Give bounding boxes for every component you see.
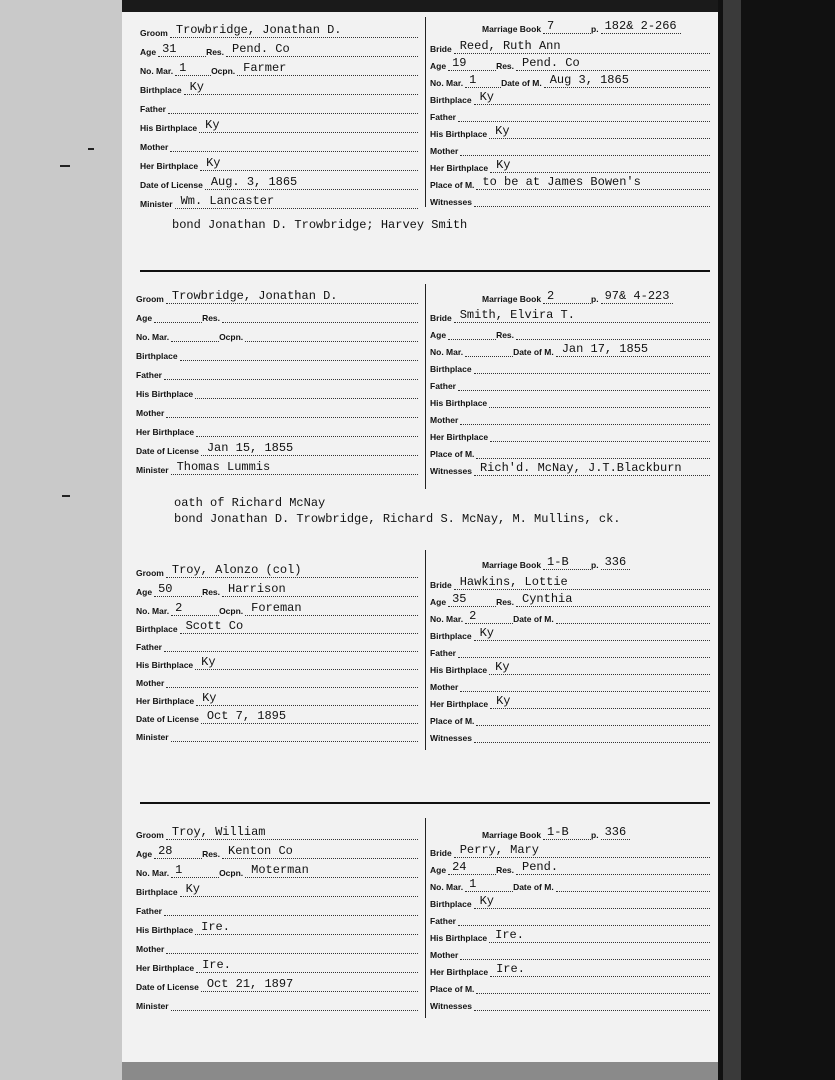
groom-father (164, 366, 418, 380)
groom-occupation (245, 328, 418, 342)
her-birthplace-label: Her Birthplace (136, 696, 195, 706)
her-birthplace-label: Her Birthplace (430, 699, 489, 709)
date-of-license-label: Date of License (140, 180, 203, 190)
mother-label: Mother (430, 950, 459, 960)
bride-age (448, 326, 496, 340)
scan-speck (60, 165, 70, 167)
bride-her-birthplace (490, 428, 710, 442)
bride-name: Reed, Ruth Ann (454, 40, 710, 54)
birthplace-label: Birthplace (136, 624, 178, 634)
birthplace-label: Birthplace (140, 85, 182, 95)
mother-label: Mother (140, 142, 169, 152)
mother-label: Mother (136, 678, 165, 688)
bride-age: 19 (448, 57, 496, 71)
record-separator (140, 270, 710, 272)
witnesses (474, 997, 710, 1011)
her-birthplace-label: Her Birthplace (430, 967, 489, 977)
groom-name: Troy, Alonzo (col) (166, 564, 418, 578)
date-of-license: Oct 21, 1897 (201, 978, 418, 992)
bride-label: Bride (430, 848, 452, 858)
groom-mother (170, 138, 418, 152)
groom-residence: Kenton Co (222, 845, 418, 859)
marriage-book-ref (482, 288, 673, 304)
place-of-m-label: Place of M. (430, 984, 475, 994)
bride-her-birthplace: Ky (490, 695, 710, 709)
groom-birthplace: Ky (184, 81, 418, 95)
bride-his-birthplace: Ire. (489, 929, 710, 943)
mother-label: Mother (430, 146, 459, 156)
page-label: p. (591, 560, 599, 570)
groom-age: 31 (158, 43, 206, 57)
date-of-m-label: Date of M. (501, 78, 542, 88)
no-mar-label: No. Mar. (430, 347, 464, 357)
groom-label: Groom (136, 568, 164, 578)
his-birthplace-label: His Birthplace (136, 925, 194, 935)
column-divider (425, 284, 426, 489)
scan-left-margin (0, 0, 122, 1080)
date-of-license: Jan 15, 1855 (201, 442, 418, 456)
bride-name: Smith, Elvira T. (454, 309, 710, 323)
groom-age: 28 (154, 845, 202, 859)
bride-label: Bride (430, 44, 452, 54)
place-of-m-label: Place of M. (430, 716, 475, 726)
groom-label: Groom (136, 830, 164, 840)
bride-age: 24 (448, 861, 496, 875)
place-of-m-label: Place of M. (430, 180, 475, 190)
marriage-book-number: 7 (543, 20, 591, 34)
no-mar-label: No. Mar. (136, 868, 170, 878)
bride-label: Bride (430, 580, 452, 590)
marriage-book-label: Marriage Book (482, 560, 542, 570)
groom-no-mar: 1 (175, 62, 211, 76)
column-divider (425, 550, 426, 750)
no-mar-label: No. Mar. (136, 606, 170, 616)
age-label: Age (430, 865, 447, 875)
her-birthplace-label: Her Birthplace (136, 427, 195, 437)
bride-birthplace: Ky (474, 895, 710, 909)
her-birthplace-label: Her Birthplace (430, 432, 489, 442)
mother-label: Mother (136, 408, 165, 418)
ocpn-label: Ocpn. (219, 332, 244, 342)
date-of-marriage: Jan 17, 1855 (556, 343, 710, 357)
record-note: oath of Richard McNay (174, 496, 326, 510)
bride-mother (460, 946, 710, 960)
minister-label: Minister (136, 732, 169, 742)
bride-no-mar: 1 (465, 878, 513, 892)
groom-father (164, 638, 418, 652)
bride-name: Perry, Mary (454, 844, 710, 858)
age-label: Age (430, 61, 447, 71)
his-birthplace-label: His Birthplace (430, 398, 488, 408)
no-mar-label: No. Mar. (430, 614, 464, 624)
age-label: Age (136, 849, 153, 859)
scan-right-strip (723, 0, 741, 1080)
marriage-book-page: 336 (601, 556, 631, 570)
groom-his-birthplace: Ky (195, 656, 418, 670)
bride-mother (460, 142, 710, 156)
record-note: bond Jonathan D. Trowbridge, Richard S. McNay, M. Mullins, ck. (174, 512, 621, 526)
groom-her-birthplace: Ky (196, 692, 418, 706)
no-mar-label: No. Mar. (430, 78, 464, 88)
groom-mother (166, 674, 418, 688)
groom-label: Groom (136, 294, 164, 304)
marriage-book-page: 182& 2-266 (601, 20, 681, 34)
bride-label: Bride (430, 313, 452, 323)
minister-label: Minister (140, 199, 173, 209)
scan-speck (88, 148, 94, 150)
marriage-book-ref (482, 18, 681, 34)
witnesses: Rich'd. McNay, J.T.Blackburn (474, 462, 710, 476)
bride-her-birthplace: Ire. (490, 963, 710, 977)
his-birthplace-label: His Birthplace (136, 389, 194, 399)
record-note: bond Jonathan D. Trowbridge; Harvey Smith (172, 218, 468, 232)
no-mar-label: No. Mar. (430, 882, 464, 892)
groom-age (154, 309, 202, 323)
bride-mother (460, 678, 710, 692)
page-label: p. (591, 24, 599, 34)
place-of-marriage (476, 712, 710, 726)
witnesses-label: Witnesses (430, 197, 472, 207)
his-birthplace-label: His Birthplace (136, 660, 194, 670)
birthplace-label: Birthplace (430, 631, 472, 641)
groom-name: Trowbridge, Jonathan D. (166, 290, 418, 304)
bride-no-mar (465, 343, 513, 357)
groom-father (164, 902, 418, 916)
his-birthplace-label: His Birthplace (430, 933, 488, 943)
res-label: Res. (496, 61, 515, 71)
groom-no-mar: 2 (171, 602, 219, 616)
age-label: Age (430, 597, 447, 607)
minister: Wm. Lancaster (175, 195, 418, 209)
bride-his-birthplace: Ky (489, 661, 710, 675)
marriage-book-ref (482, 554, 630, 570)
marriage-book-label: Marriage Book (482, 294, 542, 304)
bride-birthplace: Ky (474, 627, 710, 641)
his-birthplace-label: His Birthplace (140, 123, 198, 133)
res-label: Res. (202, 587, 221, 597)
place-of-marriage: to be at James Bowen's (476, 176, 710, 190)
page-label: p. (591, 294, 599, 304)
date-of-license: Oct 7, 1895 (201, 710, 418, 724)
date-of-m-label: Date of M. (513, 882, 554, 892)
birthplace-label: Birthplace (430, 899, 472, 909)
groom-occupation: Farmer (237, 62, 418, 76)
groom-residence: Pend. Co (226, 43, 418, 57)
groom-occupation: Foreman (245, 602, 418, 616)
mother-label: Mother (136, 944, 165, 954)
groom-residence: Harrison (222, 583, 418, 597)
her-birthplace-label: Her Birthplace (430, 163, 489, 173)
bride-birthplace: Ky (474, 91, 710, 105)
groom-her-birthplace: Ire. (196, 959, 418, 973)
father-label: Father (136, 370, 162, 380)
minister (171, 997, 418, 1011)
groom-age: 50 (154, 583, 202, 597)
place-of-m-label: Place of M. (430, 449, 475, 459)
scan-right-edge (718, 0, 835, 1080)
her-birthplace-label: Her Birthplace (140, 161, 199, 171)
bride-his-birthplace (489, 394, 710, 408)
bride-mother (460, 411, 710, 425)
groom-birthplace: Scott Co (180, 620, 418, 634)
date-of-license-label: Date of License (136, 714, 199, 724)
bride-father (458, 644, 710, 658)
scan-bottom-edge (122, 1062, 718, 1080)
groom-birthplace (180, 347, 418, 361)
column-divider (425, 17, 426, 207)
witnesses-label: Witnesses (430, 1001, 472, 1011)
date-of-marriage (556, 878, 710, 892)
groom-no-mar (171, 328, 219, 342)
witnesses (474, 729, 710, 743)
bride-father (458, 108, 710, 122)
ocpn-label: Ocpn. (219, 606, 244, 616)
birthplace-label: Birthplace (430, 95, 472, 105)
res-label: Res. (202, 313, 221, 323)
marriage-book-ref (482, 824, 630, 840)
date-of-license: Aug. 3, 1865 (205, 176, 418, 190)
witnesses-label: Witnesses (430, 466, 472, 476)
bride-residence: Pend. Co (516, 57, 710, 71)
his-birthplace-label: His Birthplace (430, 665, 488, 675)
groom-her-birthplace: Ky (200, 157, 418, 171)
minister-label: Minister (136, 1001, 169, 1011)
father-label: Father (430, 381, 456, 391)
groom-father (168, 100, 418, 114)
witnesses-label: Witnesses (430, 733, 472, 743)
bride-her-birthplace: Ky (490, 159, 710, 173)
bride-birthplace (474, 360, 710, 374)
bride-his-birthplace: Ky (489, 125, 710, 139)
witnesses (474, 193, 710, 207)
groom-occupation: Moterman (245, 864, 418, 878)
marriage-record-card-page (122, 12, 718, 1062)
column-divider (425, 818, 426, 1018)
date-of-m-label: Date of M. (513, 347, 554, 357)
bride-father (458, 377, 710, 391)
no-mar-label: No. Mar. (140, 66, 174, 76)
date-of-license-label: Date of License (136, 446, 199, 456)
groom-her-birthplace (196, 423, 418, 437)
birthplace-label: Birthplace (430, 364, 472, 374)
groom-name: Troy, William (166, 826, 418, 840)
ocpn-label: Ocpn. (219, 868, 244, 878)
date-of-m-label: Date of M. (513, 614, 554, 624)
minister-label: Minister (136, 465, 169, 475)
place-of-marriage (476, 445, 710, 459)
res-label: Res. (206, 47, 225, 57)
res-label: Res. (496, 330, 515, 340)
father-label: Father (430, 648, 456, 658)
ocpn-label: Ocpn. (211, 66, 236, 76)
place-of-marriage (476, 980, 710, 994)
father-label: Father (430, 916, 456, 926)
groom-mother (166, 404, 418, 418)
marriage-book-label: Marriage Book (482, 830, 542, 840)
bride-no-mar: 2 (465, 610, 513, 624)
bride-name: Hawkins, Lottie (454, 576, 710, 590)
age-label: Age (140, 47, 157, 57)
bride-no-mar: 1 (465, 74, 501, 88)
groom-label: Groom (140, 28, 168, 38)
marriage-book-number: 1-B (543, 556, 591, 570)
marriage-book-number: 2 (543, 290, 591, 304)
father-label: Father (140, 104, 166, 114)
birthplace-label: Birthplace (136, 351, 178, 361)
groom-no-mar: 1 (171, 864, 219, 878)
father-label: Father (136, 906, 162, 916)
page-label: p. (591, 830, 599, 840)
groom-his-birthplace (195, 385, 418, 399)
marriage-book-page: 97& 4-223 (601, 290, 674, 304)
her-birthplace-label: Her Birthplace (136, 963, 195, 973)
groom-mother (166, 940, 418, 954)
groom-his-birthplace: Ky (199, 119, 418, 133)
age-label: Age (430, 330, 447, 340)
bride-residence: Cynthia (516, 593, 710, 607)
scan-speck (62, 495, 70, 497)
marriage-record-3 (122, 550, 718, 760)
groom-his-birthplace: Ire. (195, 921, 418, 935)
marriage-book-number: 1-B (543, 826, 591, 840)
mother-label: Mother (430, 682, 459, 692)
res-label: Res. (496, 865, 515, 875)
groom-residence (222, 309, 418, 323)
bride-age: 35 (448, 593, 496, 607)
date-of-marriage (556, 610, 710, 624)
mother-label: Mother (430, 415, 459, 425)
his-birthplace-label: His Birthplace (430, 129, 488, 139)
marriage-book-page: 336 (601, 826, 631, 840)
marriage-record-1 (122, 12, 718, 267)
birthplace-label: Birthplace (136, 887, 178, 897)
marriage-record-2 (122, 274, 718, 539)
bride-father (458, 912, 710, 926)
bride-residence (516, 326, 710, 340)
marriage-record-4 (122, 806, 718, 1056)
minister: Thomas Lummis (171, 461, 418, 475)
marriage-book-label: Marriage Book (482, 24, 542, 34)
groom-name: Trowbridge, Jonathan D. (170, 24, 418, 38)
minister (171, 728, 418, 742)
res-label: Res. (202, 849, 221, 859)
record-separator (140, 802, 710, 804)
no-mar-label: No. Mar. (136, 332, 170, 342)
father-label: Father (430, 112, 456, 122)
res-label: Res. (496, 597, 515, 607)
date-of-marriage: Aug 3, 1865 (544, 74, 710, 88)
age-label: Age (136, 587, 153, 597)
bride-residence: Pend. (516, 861, 710, 875)
date-of-license-label: Date of License (136, 982, 199, 992)
father-label: Father (136, 642, 162, 652)
age-label: Age (136, 313, 153, 323)
groom-birthplace: Ky (180, 883, 418, 897)
